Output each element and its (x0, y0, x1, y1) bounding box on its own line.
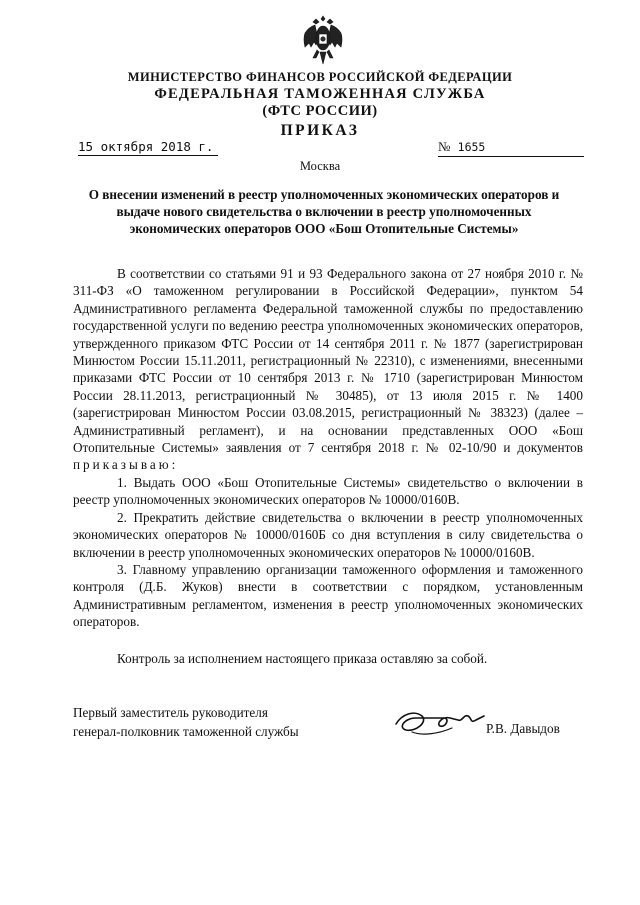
order-item-2: 2. Прекратить действие свидетельства о включении в реестр уполномоченных экономических операторов № 10000/0160Б со дня вступления в силу свидетельства о включении в реестр уполномоченных экономических операторов № 10000/0160В. (73, 509, 583, 560)
control-clause: Контроль за исполнением настоящего приказа оставляю за собой. (117, 651, 488, 666)
order-number-field (438, 139, 584, 157)
coat-of-arms-icon (300, 14, 346, 66)
document-type: ПРИКАЗ (280, 122, 360, 139)
order-item-3: 3. Главному управлению организации таможенного оформления и таможенного контроля (Д.Б. Жуков) внести в соответствии с порядком, установленным Административным регламентом, изменения в реестр уполномоченных экономических операторов. (73, 561, 583, 630)
preamble-text: В соответствии со статьями 91 и 93 Федерального закона от 27 ноября 2010 г. № 311-ФЗ «О таможенном регулировании в Российской Федерации», пунктом 54 Административного регламента Федеральной таможенной службы по предоставлению государственной услуги по ведению реестра уполномоченных экономических операторов, утвержденного приказом ФТС России от 14 сентября 2011 г. № 1877 (зарегистрирован Минюстом России 15.11.2011, регистрационный № 22310), с изменениями, внесенными приказами ФТС России от 10 сентября 2013 г. № 1710 (зарегистрирован Минюстом России 28.11.2013, регистрационный № 30485), от 13 июля 2015 г. № 1400 (зарегистрирован Минюстом России 03.08.2015, регистрационный № 38323) (далее – Административный регламент), и на основании представленных ООО «Бош Отопительные Системы» заявления от 7 сентября 2018 г. № 02-10/90 и документов (73, 266, 583, 456)
order-number-label: № (438, 139, 451, 154)
service-name: ФЕДЕРАЛЬНАЯ ТАМОЖЕННАЯ СЛУЖБА (154, 86, 486, 102)
document-title: О внесении изменений в реестр уполномоченных экономических операторов и выдаче нового свидетельства о включении в реестр уполномоченных экономических операторов ООО «Бош Отопительные Системы» (88, 187, 560, 236)
order-date: 15 октября 2018 г. (78, 139, 218, 156)
signatory-position-line-1: Первый заместитель руководителя (73, 705, 268, 720)
preamble-paragraph (73, 265, 583, 474)
order-item-1: 1. Выдать ООО «Бош Отопительные Системы» свидетельство о включении в реестр уполномоченных экономических операторов № 10000/0160В. (73, 474, 583, 508)
signature-icon (392, 702, 488, 742)
city: Москва (299, 159, 341, 173)
signatory-position (73, 703, 299, 741)
order-word: приказываю: (73, 457, 179, 473)
document-body (73, 265, 583, 631)
order-number: 1655 (457, 140, 486, 154)
service-abbreviation: (ФТС РОССИИ) (262, 103, 378, 119)
signatory-position-line-2: генерал-полковник таможенной службы (73, 724, 299, 739)
ministry-name: МИНИСТЕРСТВО ФИНАНСОВ РОССИЙСКОЙ ФЕДЕРАЦИИ (127, 70, 513, 84)
signatory-name: Р.В. Давыдов (486, 721, 560, 736)
